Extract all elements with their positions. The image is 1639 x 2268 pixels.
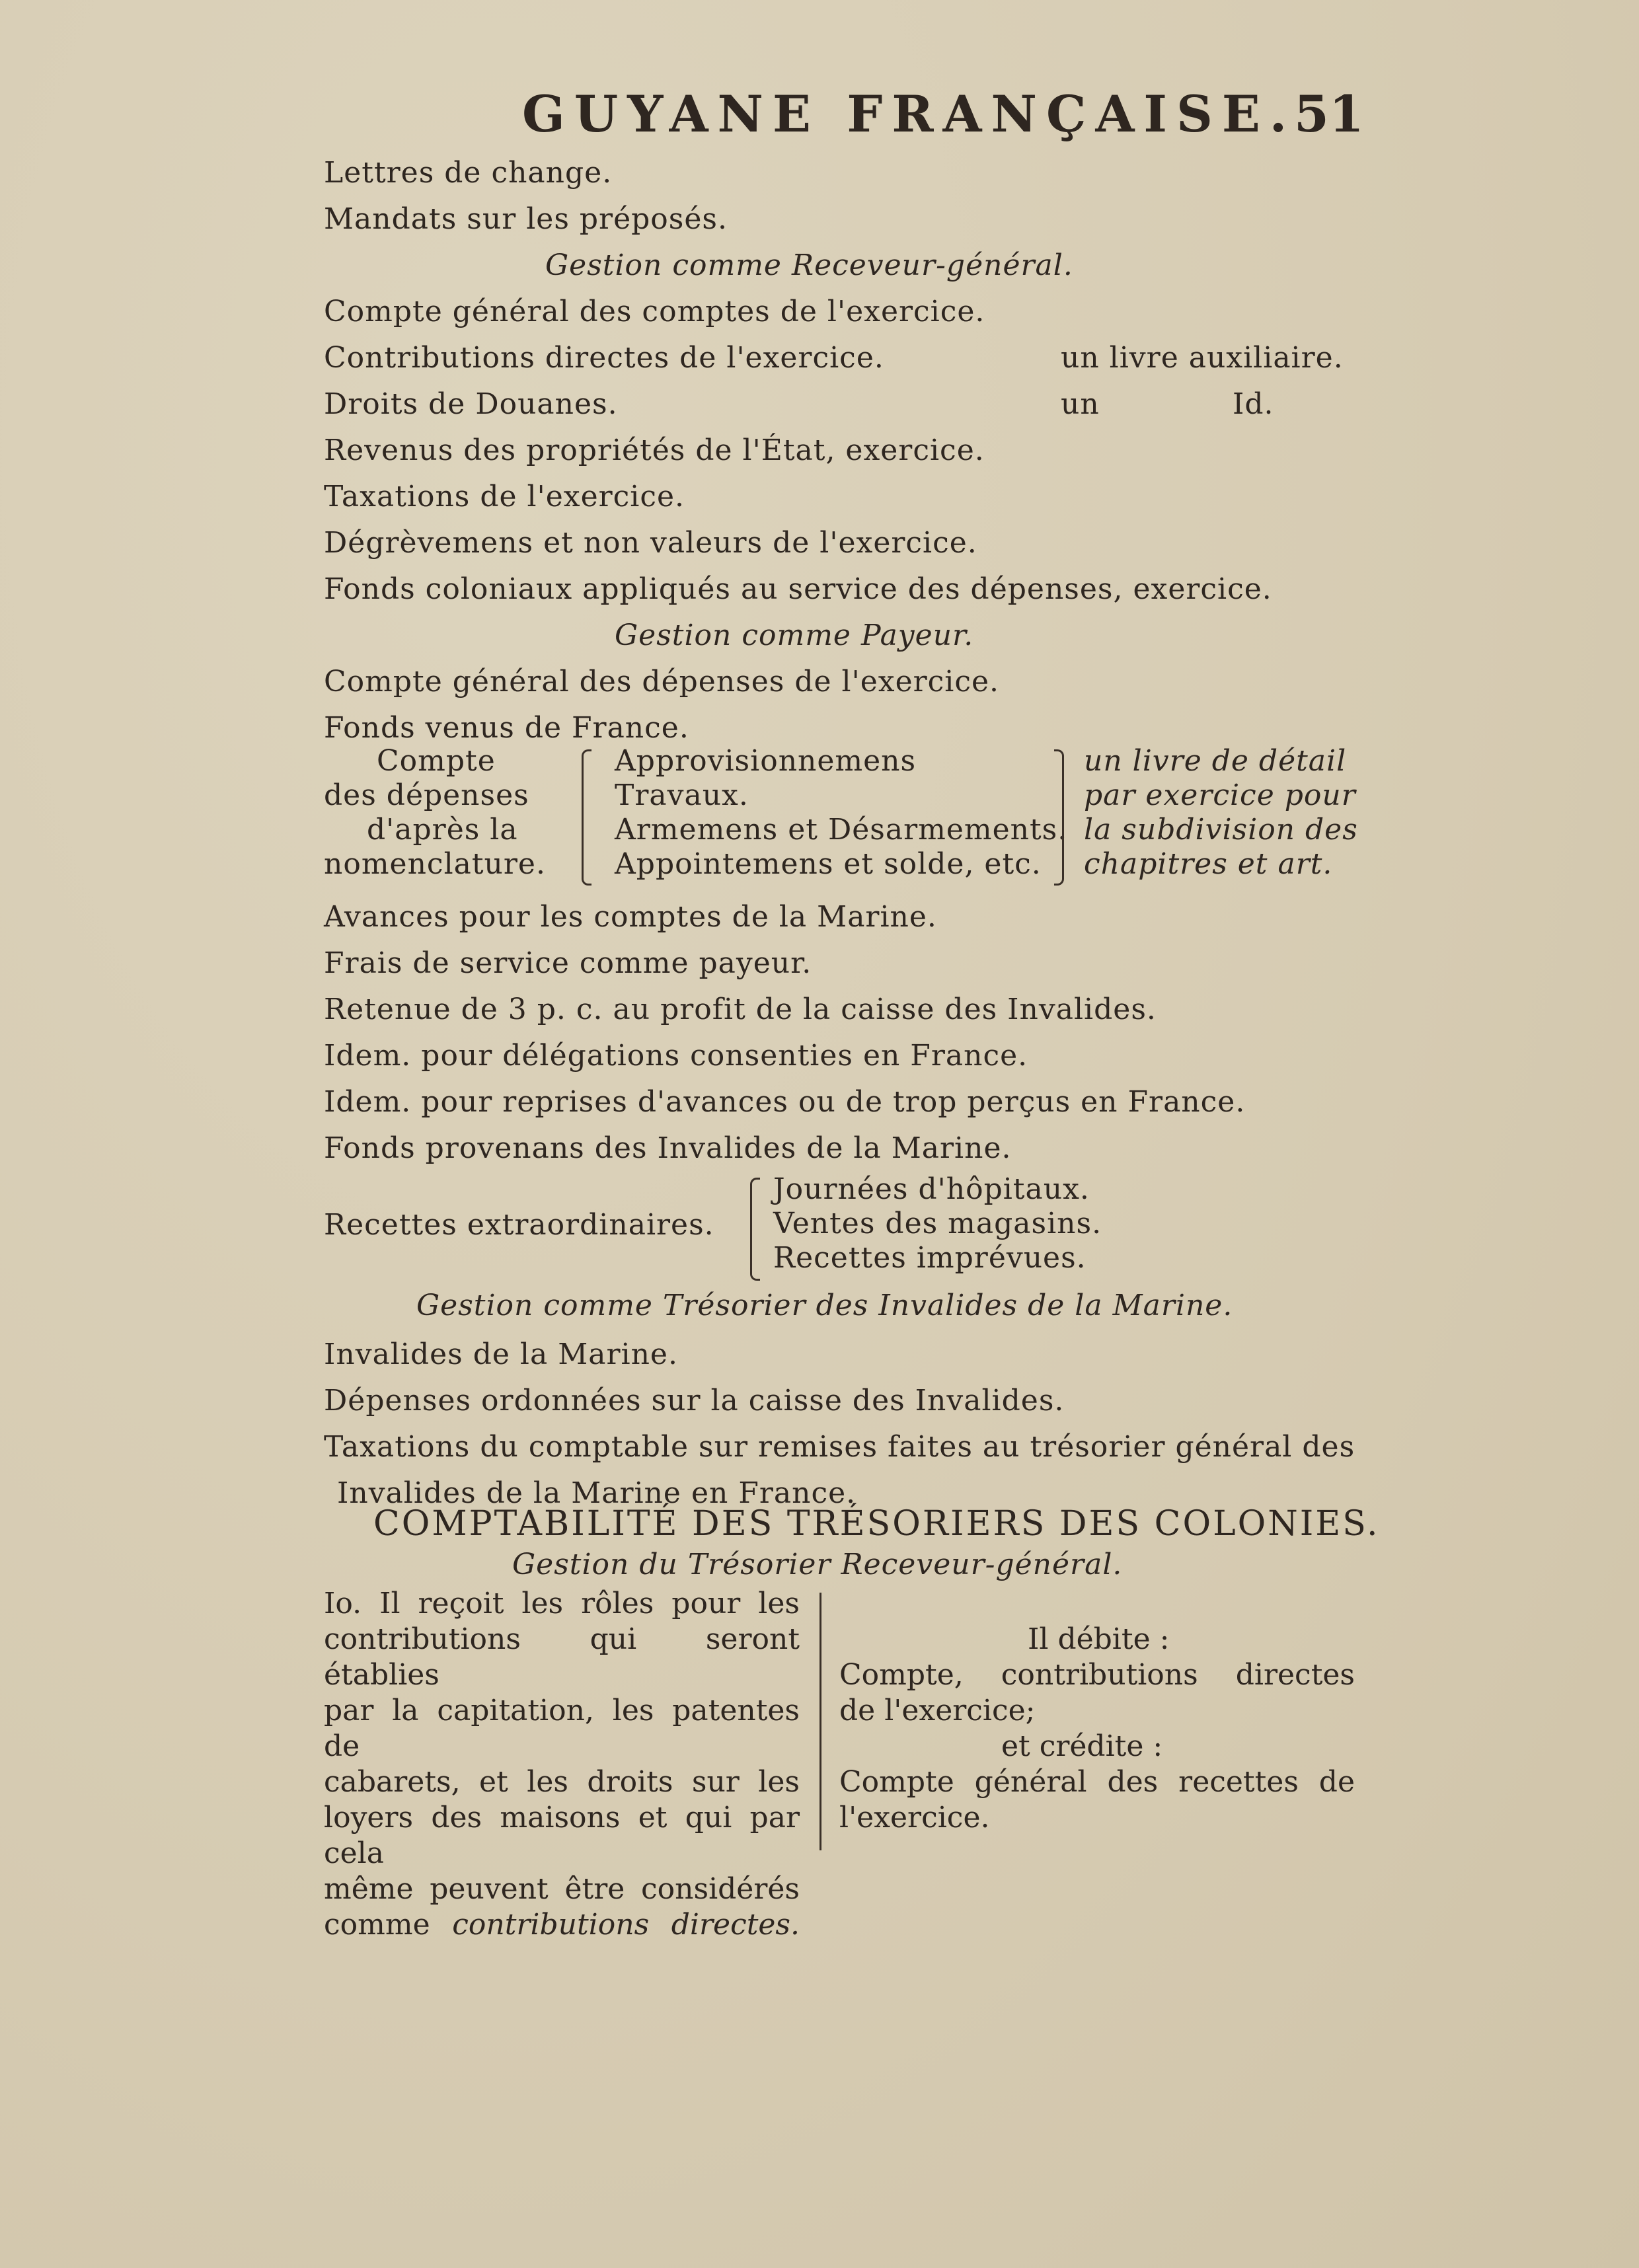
recettes-brace bbox=[750, 1178, 760, 1281]
line-fonds-france: Fonds venus de France. bbox=[324, 711, 689, 745]
recettes-item-1: Journées d'hôpitaux. bbox=[773, 1172, 1090, 1206]
depenses-note-2: par exercice pour bbox=[1084, 778, 1356, 812]
left-paragraph-last-a: comme bbox=[324, 1908, 453, 1942]
left-paragraph-last-line bbox=[324, 1907, 800, 1943]
left-paragraph-line: même peuvent être considérés bbox=[324, 1872, 800, 1906]
line-retenue: Retenue de 3 p. c. au profit de la caisse des Invalides. bbox=[324, 993, 1157, 1026]
line-douanes-note-b: Id. bbox=[1233, 387, 1274, 421]
left-paragraph-line: cabarets, et les droits sur les bbox=[324, 1765, 800, 1799]
line-invalides-france: Invalides de la Marine en France. bbox=[337, 1476, 857, 1510]
left-paragraph-line: Io. Il reçoit les rôles pour les bbox=[324, 1587, 800, 1620]
subheading-receveur: Gestion comme Receveur-général. bbox=[545, 248, 1073, 282]
line-lettres: Lettres de change. bbox=[324, 156, 613, 190]
line-degrevemens: Dégrèvemens et non valeurs de l'exercice. bbox=[324, 526, 977, 560]
left-brace bbox=[582, 749, 591, 886]
right-line-debite: Il débite : bbox=[1028, 1622, 1170, 1656]
depenses-item-3: Armemens et Désarmements. bbox=[615, 813, 1068, 847]
right-line-compte-recettes: Compte général des recettes de bbox=[839, 1765, 1355, 1799]
line-douanes-note-a: un bbox=[1061, 387, 1100, 421]
column-divider bbox=[820, 1593, 821, 1850]
left-paragraph-line: par la capitation, les patentes de bbox=[324, 1694, 800, 1763]
line-compte-general: Compte général des comptes de l'exercice. bbox=[324, 295, 985, 328]
right-line-exercice-2: l'exercice. bbox=[839, 1801, 990, 1834]
right-paragraph bbox=[839, 1586, 1355, 1836]
left-paragraph-line: loyers des maisons et qui par cela bbox=[324, 1801, 800, 1870]
line-frais: Frais de service comme payeur. bbox=[324, 946, 812, 980]
page-header-title: GUYANE FRANÇAISE. bbox=[522, 85, 1297, 143]
line-idem-reprises: Idem. pour reprises d'avances ou de trop perçus en France. bbox=[324, 1085, 1246, 1119]
depenses-note-1: un livre de détail bbox=[1084, 744, 1347, 778]
line-idem-delegations: Idem. pour délégations consenties en France. bbox=[324, 1039, 1028, 1073]
left-paragraph-line: contributions qui seront établies bbox=[324, 1622, 800, 1692]
depenses-item-2: Travaux. bbox=[615, 778, 749, 812]
line-revenus: Revenus des propriétés de l'État, exercice. bbox=[324, 434, 985, 467]
subheading-tresorier-receveur: Gestion du Trésorier Receveur-général. bbox=[512, 1548, 1123, 1581]
line-mandats: Mandats sur les préposés. bbox=[324, 202, 728, 236]
line-fonds-coloniaux: Fonds coloniaux appliqués au service des dépenses, exercice. bbox=[324, 572, 1272, 606]
depenses-label-4: nomenclature. bbox=[324, 847, 546, 881]
depenses-note-4: chapitres et art. bbox=[1084, 847, 1333, 881]
page-number: 51 bbox=[1294, 85, 1364, 143]
right-line-compte-contributions: Compte, contributions directes bbox=[839, 1658, 1355, 1692]
line-taxations-comptable: Taxations du comptable sur remises faites au trésorier général des bbox=[324, 1430, 1355, 1464]
right-line-exercice: de l'exercice; bbox=[839, 1694, 1036, 1727]
depenses-label-2: des dépenses bbox=[324, 778, 529, 812]
line-contributions-note: un livre auxiliaire. bbox=[1061, 341, 1344, 375]
right-line-credite: et crédite : bbox=[1001, 1729, 1163, 1763]
section-title: COMPTABILITÉ DES TRÉSORIERS DES COLONIES. bbox=[373, 1504, 1380, 1544]
line-depenses-ordonnees: Dépenses ordonnées sur la caisse des Invalides. bbox=[324, 1384, 1065, 1418]
line-invalides: Invalides de la Marine. bbox=[324, 1338, 678, 1371]
subheading-payeur: Gestion comme Payeur. bbox=[615, 619, 974, 652]
left-paragraph-last-b: contributions directes. bbox=[452, 1908, 800, 1942]
right-brace bbox=[1054, 749, 1064, 886]
depenses-item-4: Appointemens et solde, etc. bbox=[615, 847, 1042, 881]
line-douanes: Droits de Douanes. bbox=[324, 387, 618, 421]
line-fonds-invalides: Fonds provenans des Invalides de la Marine. bbox=[324, 1131, 1012, 1165]
recettes-label: Recettes extraordinaires. bbox=[324, 1208, 714, 1242]
subheading-tresorier-invalides: Gestion comme Trésorier des Invalides de la Marine. bbox=[416, 1289, 1233, 1322]
recettes-item-2: Ventes des magasins. bbox=[773, 1207, 1102, 1240]
line-contributions: Contributions directes de l'exercice. bbox=[324, 341, 884, 375]
recettes-item-3: Recettes imprévues. bbox=[773, 1241, 1086, 1275]
line-taxations: Taxations de l'exercice. bbox=[324, 480, 685, 513]
depenses-label-3: d'après la bbox=[367, 813, 518, 847]
depenses-item-1: Approvisionnemens bbox=[615, 744, 917, 778]
depenses-label-1: Compte bbox=[377, 744, 496, 778]
line-avances: Avances pour les comptes de la Marine. bbox=[324, 900, 937, 934]
depenses-note-3: la subdivision des bbox=[1084, 813, 1358, 847]
line-compte-depenses: Compte général des dépenses de l'exercice. bbox=[324, 665, 1000, 699]
left-paragraph bbox=[324, 1586, 800, 1943]
